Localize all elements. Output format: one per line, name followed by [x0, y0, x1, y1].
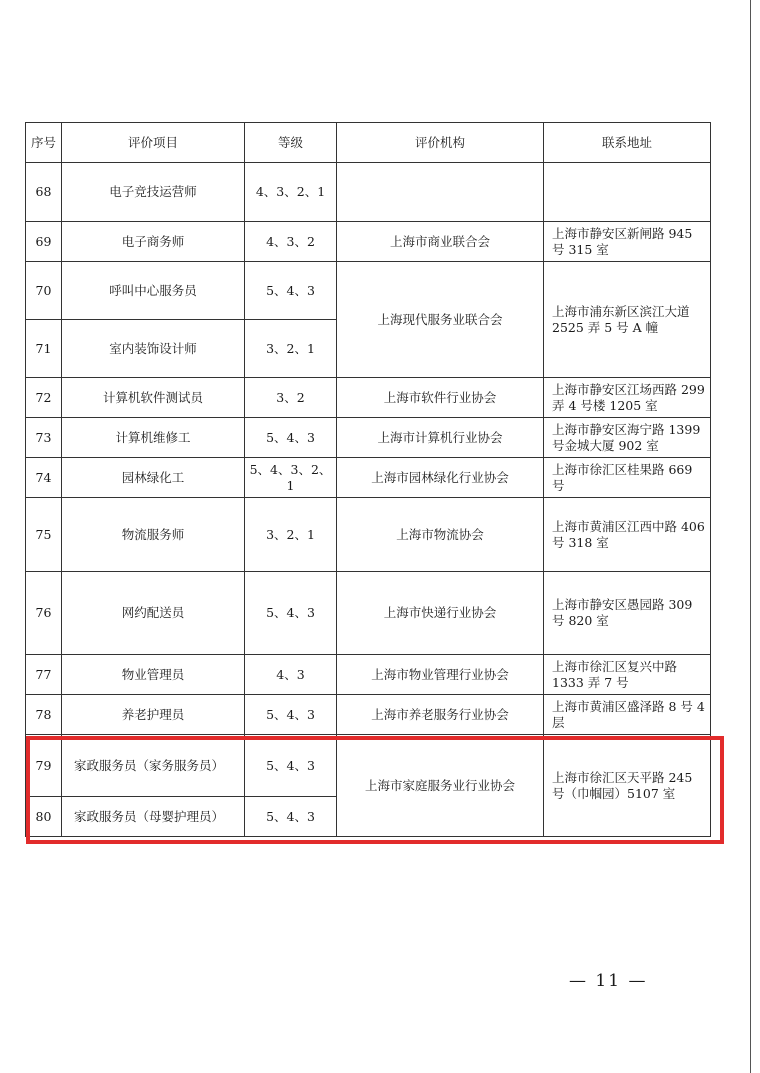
- highlight-box: [26, 736, 724, 844]
- row-org: 上海现代服务业联合会: [337, 262, 544, 378]
- row-index: 74: [26, 458, 62, 498]
- row-item: 园林绿化工: [62, 458, 245, 498]
- row-level: 5、4、3: [245, 695, 337, 735]
- row-index: 80: [26, 797, 62, 837]
- page-edge-line: [750, 0, 751, 1073]
- table-row: [26, 418, 711, 458]
- row-level: 3、2、1: [245, 498, 337, 572]
- row-index: 78: [26, 695, 62, 735]
- row-index: 79: [26, 735, 62, 797]
- row-address: 上海市静安区海宁路 1399 号金城大厦 902 室: [544, 418, 711, 458]
- row-org: 上海市快递行业协会: [337, 572, 544, 655]
- table-row: [26, 572, 711, 655]
- row-org: 上海市物流协会: [337, 498, 544, 572]
- row-item: 家政服务员（母婴护理员）: [62, 797, 245, 837]
- row-org: 上海市园林绿化行业协会: [337, 458, 544, 498]
- row-item: 电子竞技运营师: [62, 163, 245, 222]
- row-address: 上海市徐汇区桂果路 669 号: [544, 458, 711, 498]
- row-item: 呼叫中心服务员: [62, 262, 245, 320]
- row-item: 物业管理员: [62, 655, 245, 695]
- row-index: 70: [26, 262, 62, 320]
- row-level: 5、4、3: [245, 735, 337, 797]
- row-item: 电子商务师: [62, 222, 245, 262]
- header-address: 联系地址: [544, 123, 711, 163]
- row-item: 计算机维修工: [62, 418, 245, 458]
- row-org: [337, 163, 544, 222]
- evaluation-table: [25, 122, 711, 837]
- table-row: [26, 498, 711, 572]
- row-item: 养老护理员: [62, 695, 245, 735]
- row-org: 上海市软件行业协会: [337, 378, 544, 418]
- row-address: 上海市黄浦区江西中路 406 号 318 室: [544, 498, 711, 572]
- row-address: 上海市静安区新闸路 945 号 315 室: [544, 222, 711, 262]
- row-index: 75: [26, 498, 62, 572]
- row-level: 5、4、3: [245, 572, 337, 655]
- row-org: 上海市物业管理行业协会: [337, 655, 544, 695]
- row-index: 76: [26, 572, 62, 655]
- row-level: 4、3、2、1: [245, 163, 337, 222]
- row-address: 上海市黄浦区盛泽路 8 号 4 层: [544, 695, 711, 735]
- row-index: 77: [26, 655, 62, 695]
- row-level: 5、4、3、2、1: [245, 458, 337, 498]
- table-row: [26, 222, 711, 262]
- row-org: 上海市养老服务行业协会: [337, 695, 544, 735]
- row-address: 上海市静安区愚园路 309 号 820 室: [544, 572, 711, 655]
- header-org: 评价机构: [337, 123, 544, 163]
- row-level: 5、4、3: [245, 797, 337, 837]
- row-address: [544, 163, 711, 222]
- row-level: 4、3: [245, 655, 337, 695]
- row-org: 上海市家庭服务业行业协会: [337, 735, 544, 837]
- row-item: 物流服务师: [62, 498, 245, 572]
- row-index: 73: [26, 418, 62, 458]
- row-org: 上海市计算机行业协会: [337, 418, 544, 458]
- row-level: 3、2: [245, 378, 337, 418]
- table-header-row: [26, 123, 711, 163]
- table-row: [26, 655, 711, 695]
- row-level: 5、4、3: [245, 262, 337, 320]
- row-address: 上海市徐汇区天平路 245 号（巾帼园）5107 室: [544, 735, 711, 837]
- row-level: 3、2、1: [245, 320, 337, 378]
- row-item: 网约配送员: [62, 572, 245, 655]
- row-address: 上海市浦东新区滨江大道 2525 弄 5 号 A 幢: [544, 262, 711, 378]
- header-level: 等级: [245, 123, 337, 163]
- row-index: 68: [26, 163, 62, 222]
- row-index: 69: [26, 222, 62, 262]
- table-row: [26, 458, 711, 498]
- page-number: — 11 —: [569, 971, 648, 991]
- row-address: 上海市静安区江场西路 299 弄 4 号楼 1205 室: [544, 378, 711, 418]
- row-item: 家政服务员（家务服务员）: [62, 735, 245, 797]
- row-item: 室内装饰设计师: [62, 320, 245, 378]
- row-level: 5、4、3: [245, 418, 337, 458]
- row-level: 4、3、2: [245, 222, 337, 262]
- header-index: 序号: [26, 123, 62, 163]
- row-org: 上海市商业联合会: [337, 222, 544, 262]
- row-item: 计算机软件测试员: [62, 378, 245, 418]
- table-row: [26, 262, 711, 320]
- table-row: [26, 163, 711, 222]
- table-row: [26, 378, 711, 418]
- row-index: 72: [26, 378, 62, 418]
- header-item: 评价项目: [62, 123, 245, 163]
- row-index: 71: [26, 320, 62, 378]
- table-row: [26, 695, 711, 735]
- row-address: 上海市徐汇区复兴中路 1333 弄 7 号: [544, 655, 711, 695]
